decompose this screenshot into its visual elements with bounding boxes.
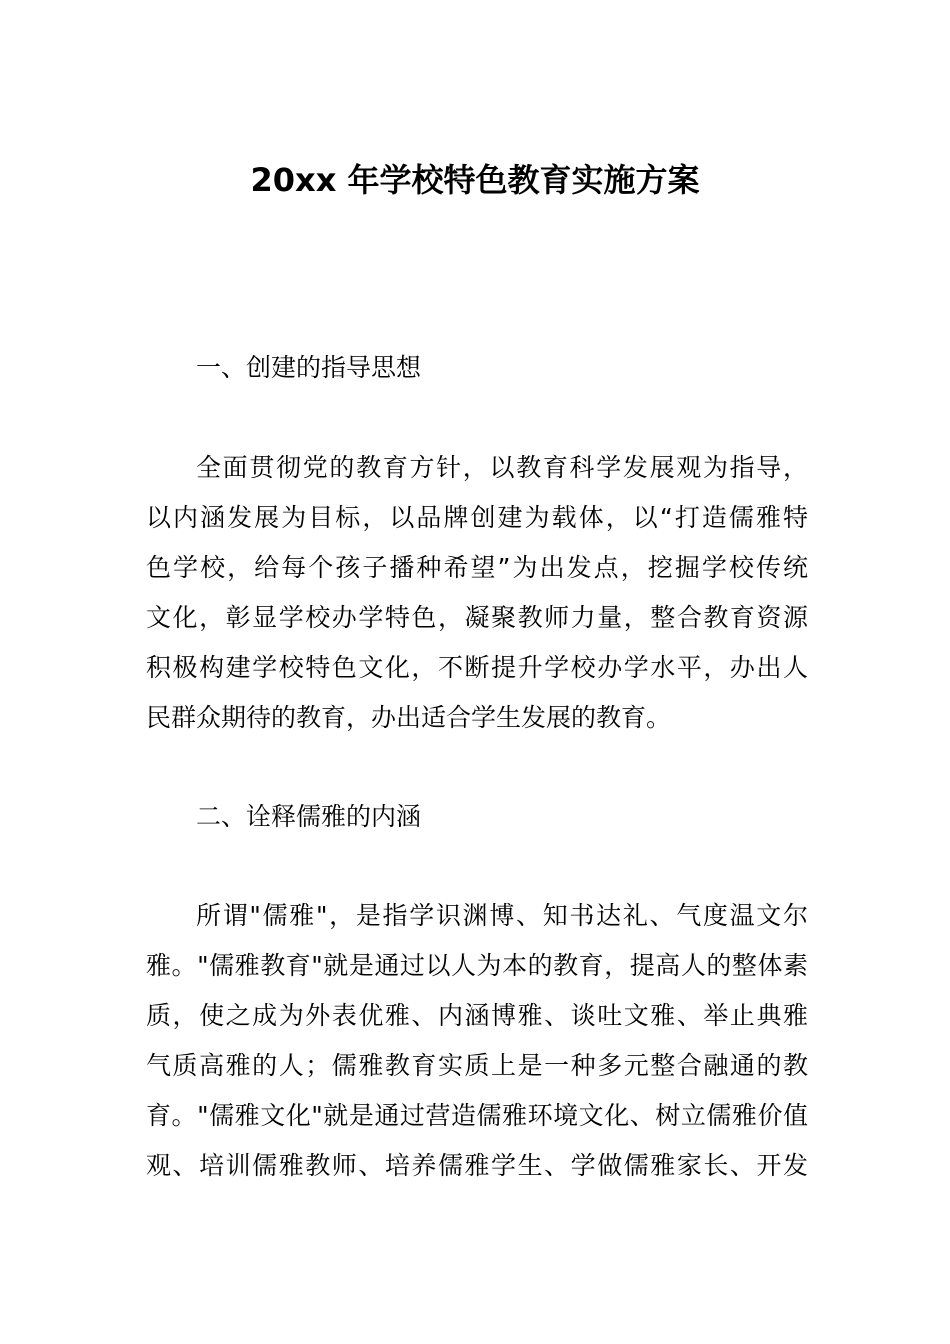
section-1-paragraph bbox=[146, 443, 808, 743]
paragraph-line: 质，使之成为外表优雅、内涵博雅、谈吐文雅、举止典雅 bbox=[146, 1001, 808, 1030]
section-heading-2: 二、诠释儒雅的内涵 bbox=[196, 802, 422, 831]
document-title: 20xx 年学校特色教育实施方案 bbox=[250, 161, 700, 199]
paragraph-line: 育。"儒雅文化"就是通过营造儒雅环境文化、树立儒雅价值 bbox=[146, 1101, 808, 1130]
paragraph-line: 民群众期待的教育，办出适合学生发展的教育。 bbox=[146, 703, 672, 732]
paragraph-line: 气质高雅的人；儒雅教育实质上是一种多元整合融通的教 bbox=[146, 1051, 808, 1080]
section-heading-1: 一、创建的指导思想 bbox=[196, 353, 422, 382]
paragraph-line: 雅。"儒雅教育"就是通过以人为本的教育，提高人的整体素 bbox=[146, 951, 808, 980]
paragraph-line: 全面贯彻党的教育方针，以教育科学发展观为指导， bbox=[196, 453, 808, 482]
paragraph-line: 积极构建学校特色文化，不断提升学校办学水平，办出人 bbox=[146, 653, 808, 682]
paragraph-line: 观、培训儒雅教师、培养儒雅学生、学做儒雅家长、开发 bbox=[146, 1151, 808, 1180]
paragraph-line: 以内涵发展为目标，以品牌创建为载体，以“打造儒雅特 bbox=[146, 503, 808, 532]
section-2-paragraph bbox=[146, 891, 808, 1191]
paragraph-line: 文化，彰显学校办学特色，凝聚教师力量，整合教育资源 bbox=[146, 603, 808, 632]
paragraph-line: 色学校，给每个孩子播种希望”为出发点，挖掘学校传统 bbox=[146, 553, 808, 582]
paragraph-line: 所谓"儒雅"，是指学识渊博、知书达礼、气度温文尔 bbox=[196, 901, 808, 930]
